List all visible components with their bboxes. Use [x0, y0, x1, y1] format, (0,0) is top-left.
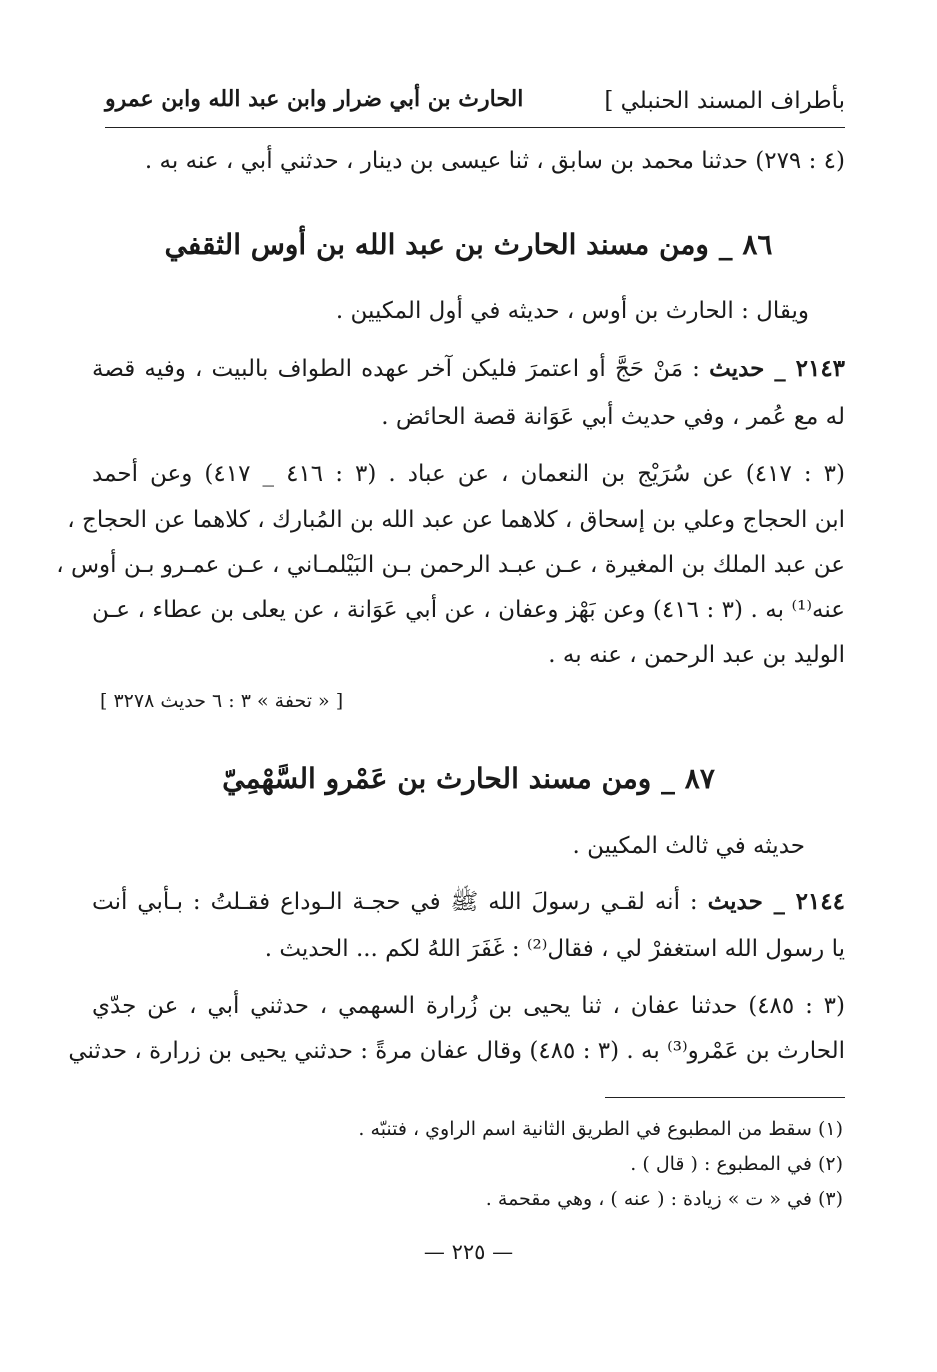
hadith-2143-text-1: : مَنْ حَجَّ أو اعتمرَ فليكن آخر عهده الطواف بالبيت ، وفيه قصة: [92, 356, 700, 382]
footnote-1: (١) سقط من المطبوع في الطريق الثانية اسم الراوي ، فتنبّه .: [358, 1118, 843, 1140]
carryover-line: (٤ : ٢٧٩) حدثنا محمد بن سابق ، ثنا عيسى بن دينار ، حدثني أبي ، عنه به .: [144, 148, 845, 174]
hadith-2143-line-1: [92, 355, 845, 382]
footnote-3: (٣) في « ت » زيادة : ( عنه ) ، وهي مقحمة .: [485, 1188, 843, 1210]
isnad-87-line-1: (٣ : ٤٨٥) حدثنا عفان ، ثنا يحيى بن زُرارة السهمي ، حدثني أبي ، عن جدّي: [92, 993, 845, 1019]
section-86-intro: ويقال : الحارث بن أوس ، حديثه في أول المكيين .: [335, 298, 809, 324]
isnad-86-line-2: ابن الحجاج وعلي بن إسحاق ، كلاهما عن عبد الله بن المُبارك ، كلاهما عن الحجاج ،: [67, 507, 845, 533]
isnad-86-line-1: (٣ : ٤١٧) عن سُرَيْج بن النعمان ، عن عباد . (٣ : ٤١٦ _ ٤١٧) وعن أحمد: [92, 461, 846, 487]
hadith-2144-text-1: : أنه لقـي رسولَ الله ﷺ في حجـة الـوداع فقـلتُ : بـأبي أنت: [92, 889, 698, 915]
tuhfa-reference: [ « تحفة » ٣ : ٦ حديث ٣٢٧٨ ]: [100, 690, 344, 712]
section-87-intro: حديثه في ثالث المكيين .: [572, 833, 805, 859]
isnad-87-line-2: الحارث بن عَمْرو⁽³⁾ به . (٣ : ٤٨٥) وقال عفان مرةً : حدثني يحيى بن زرارة ، حدثني: [68, 1038, 845, 1064]
book-title: بأطراف المسند الحنبلي ]: [604, 88, 845, 114]
isnad-86-line-4: عنه⁽¹⁾ به . (٣ : ٤١٦) وعن بَهْز وعفان ، عن أبي عَوَانة ، عن يعلى بن عطاء ، عـن: [92, 597, 845, 623]
running-header: [105, 86, 845, 122]
section-title: الحارث بن أبي ضرار وابن عبد الله وابن عمرو: [105, 86, 524, 112]
footnote-rule: [605, 1097, 845, 1098]
section-87-heading: ٨٧ _ ومن مسند الحارث بن عَمْرو السَّهْمِيّ: [222, 762, 715, 795]
isnad-86-line-3: عن عبد الملك بن المغيرة ، عـن عبـد الرحمن بـن البَيْلمـاني ، عـن عمـرو بـن أوس ،: [56, 552, 845, 578]
hadith-2144-number: ٢١٤٤ _ حديث: [707, 888, 845, 915]
header-rule: [105, 127, 845, 128]
hadith-2144-line-1: [92, 887, 845, 921]
hadith-2143-number: ٢١٤٣ _ حديث: [709, 355, 846, 382]
footnote-2: (٢) في المطبوع : ( قال ) .: [630, 1153, 843, 1175]
isnad-86-line-5: الوليد بن عبد الرحمن ، عنه به .: [548, 642, 845, 668]
hadith-2144-line-2: يا رسول الله استغفرْ لي ، فقال⁽²⁾ : غَفَرَ اللهُ لكم ... الحديث .: [264, 936, 845, 962]
page-number: — ٢٢٥ —: [423, 1240, 514, 1264]
hadith-2143-line-2: له مع عُمر ، وفي حديث أبي عَوَانة قصة الحائض .: [381, 404, 845, 430]
section-86-heading: ٨٦ _ ومن مسند الحارث بن عبد الله بن أوس الثقفي: [164, 228, 773, 261]
